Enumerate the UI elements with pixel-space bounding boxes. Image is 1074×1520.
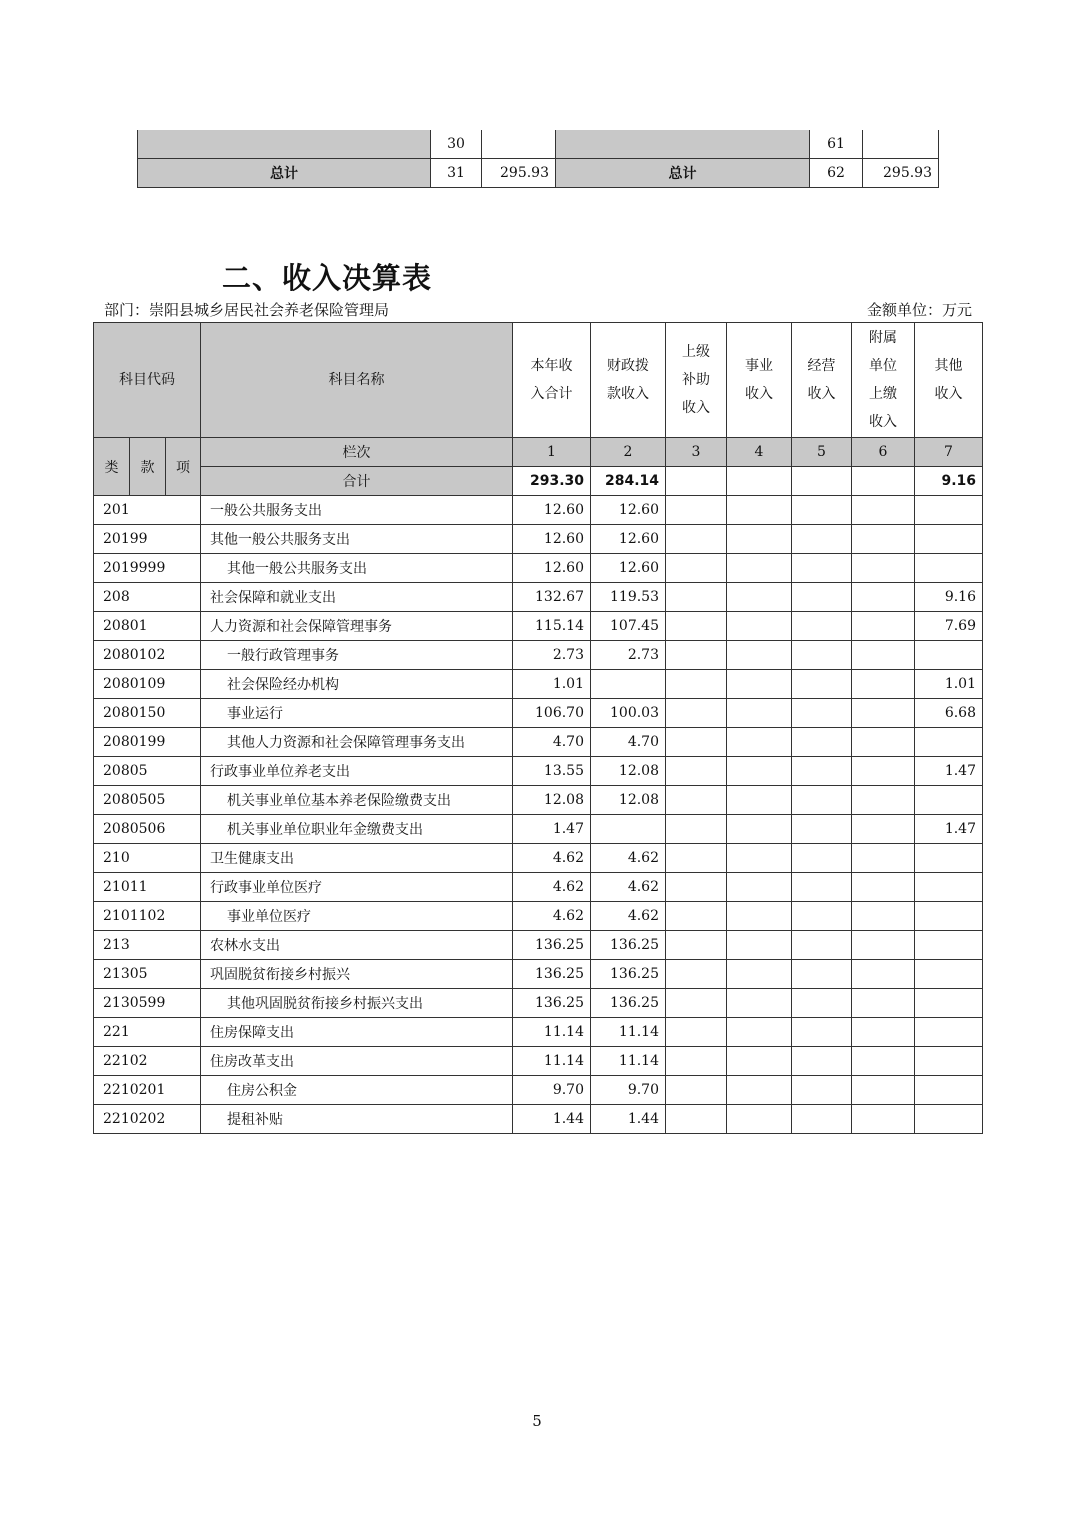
- amount-col5: [792, 612, 852, 641]
- amount-col3: [666, 844, 727, 873]
- table-row: [138, 130, 939, 159]
- amount-col6: [852, 1076, 915, 1105]
- amount-col2: [591, 670, 666, 699]
- total-col1: 293.30: [513, 467, 591, 496]
- amount-col4: [727, 496, 792, 525]
- subject-code: 2080102: [94, 641, 201, 670]
- table-row: [94, 525, 983, 554]
- amount-col4: [727, 612, 792, 641]
- amount-col2: 1.44: [591, 1105, 666, 1134]
- column-number-row: [94, 438, 983, 467]
- subject-name: 社会保障和就业支出: [201, 583, 513, 612]
- amount-col6: [852, 670, 915, 699]
- amount-col5: [792, 1018, 852, 1047]
- amount-col1: 1.47: [513, 815, 591, 844]
- column-number: 6: [852, 438, 915, 467]
- amount-col1: 106.70: [513, 699, 591, 728]
- amount-col7: [915, 1076, 983, 1105]
- amount-col5: [792, 728, 852, 757]
- amount-col6: [852, 728, 915, 757]
- amount-col7: [915, 1047, 983, 1076]
- row-number-cell: 61: [810, 130, 863, 159]
- header-kuan: 款: [130, 438, 166, 496]
- amount-col4: [727, 670, 792, 699]
- table-row: [94, 496, 983, 525]
- amount-col6: [852, 641, 915, 670]
- amount-col2: 4.62: [591, 902, 666, 931]
- amount-col5: [792, 496, 852, 525]
- subject-code: 2101102: [94, 902, 201, 931]
- subject-code: 208: [94, 583, 201, 612]
- subject-name: 社会保险经办机构: [201, 670, 513, 699]
- amount-col1: 4.62: [513, 902, 591, 931]
- table-row: [94, 554, 983, 583]
- subject-code: 210: [94, 844, 201, 873]
- amount-col4: [727, 902, 792, 931]
- amount-col7: [915, 641, 983, 670]
- amount-col1: 13.55: [513, 757, 591, 786]
- amount-col3: [666, 670, 727, 699]
- amount-col6: [852, 554, 915, 583]
- amount-cell: [482, 130, 556, 159]
- amount-col2: 4.70: [591, 728, 666, 757]
- previous-table-tail: [137, 130, 939, 188]
- amount-col6: [852, 1047, 915, 1076]
- amount-col5: [792, 902, 852, 931]
- amount-col2: 136.25: [591, 989, 666, 1018]
- amount-col3: [666, 786, 727, 815]
- subject-code: 2210201: [94, 1076, 201, 1105]
- table-row: [94, 1076, 983, 1105]
- amount-col2: 4.62: [591, 873, 666, 902]
- total-row: [94, 467, 983, 496]
- subject-name: 其他人力资源和社会保障管理事务支出: [201, 728, 513, 757]
- amount-col3: [666, 989, 727, 1018]
- total-label: 合计: [201, 467, 513, 496]
- subject-name: 住房改革支出: [201, 1047, 513, 1076]
- column-number: 7: [915, 438, 983, 467]
- amount-col6: [852, 931, 915, 960]
- amount-col3: [666, 612, 727, 641]
- amount-col7: [915, 1018, 983, 1047]
- table-row: [94, 641, 983, 670]
- header-row: [94, 323, 983, 438]
- amount-cell: 295.93: [482, 159, 556, 188]
- subject-name: 行政事业单位医疗: [201, 873, 513, 902]
- amount-col5: [792, 670, 852, 699]
- subject-code: 2080150: [94, 699, 201, 728]
- amount-col4: [727, 583, 792, 612]
- total-label: 总计: [138, 159, 431, 188]
- amount-col4: [727, 641, 792, 670]
- table-row: [94, 1018, 983, 1047]
- subject-name: 其他一般公共服务支出: [201, 525, 513, 554]
- subject-code: 2080109: [94, 670, 201, 699]
- amount-col4: [727, 815, 792, 844]
- amount-col6: [852, 989, 915, 1018]
- amount-col1: 2.73: [513, 641, 591, 670]
- amount-col1: 1.01: [513, 670, 591, 699]
- amount-col2: 12.08: [591, 757, 666, 786]
- subject-code: 20801: [94, 612, 201, 641]
- header-col6: 附属单位上缴收入: [852, 323, 915, 438]
- table-row: [94, 989, 983, 1018]
- amount-col3: [666, 641, 727, 670]
- header-col3: 上级补助收入: [666, 323, 727, 438]
- amount-col7: [915, 873, 983, 902]
- header-col1: 本年收入合计: [513, 323, 591, 438]
- amount-col3: [666, 699, 727, 728]
- amount-col5: [792, 583, 852, 612]
- header-col7: 其他收入: [915, 323, 983, 438]
- amount-col3: [666, 1076, 727, 1105]
- amount-col4: [727, 1018, 792, 1047]
- subject-name: 卫生健康支出: [201, 844, 513, 873]
- amount-col7: [915, 960, 983, 989]
- subject-name: 一般公共服务支出: [201, 496, 513, 525]
- amount-col4: [727, 960, 792, 989]
- amount-col2: 107.45: [591, 612, 666, 641]
- amount-col5: [792, 641, 852, 670]
- amount-col5: [792, 815, 852, 844]
- column-number: 4: [727, 438, 792, 467]
- amount-col4: [727, 873, 792, 902]
- column-number: 3: [666, 438, 727, 467]
- subject-name: 农林水支出: [201, 931, 513, 960]
- subject-code: 2019999: [94, 554, 201, 583]
- total-col5: [792, 467, 852, 496]
- amount-col1: 9.70: [513, 1076, 591, 1105]
- amount-col3: [666, 931, 727, 960]
- amount-col1: 12.60: [513, 496, 591, 525]
- amount-col7: [915, 728, 983, 757]
- header-lanci: 栏次: [201, 438, 513, 467]
- amount-col1: 11.14: [513, 1047, 591, 1076]
- subject-code: 20805: [94, 757, 201, 786]
- amount-col1: 136.25: [513, 960, 591, 989]
- amount-col2: 12.60: [591, 525, 666, 554]
- subject-code: 21305: [94, 960, 201, 989]
- amount-col3: [666, 1047, 727, 1076]
- amount-col4: [727, 525, 792, 554]
- amount-col5: [792, 844, 852, 873]
- amount-col7: [915, 1105, 983, 1134]
- amount-col1: 12.08: [513, 786, 591, 815]
- table-row: [138, 159, 939, 188]
- amount-col4: [727, 1076, 792, 1105]
- page-title: 二、收入决算表: [222, 261, 433, 295]
- amount-col5: [792, 1047, 852, 1076]
- total-label: 总计: [556, 159, 810, 188]
- page-number: 5: [532, 1412, 542, 1430]
- amount-col1: 12.60: [513, 525, 591, 554]
- header-xiang: 项: [166, 438, 201, 496]
- amount-col5: [792, 699, 852, 728]
- row-label-cell: [556, 130, 810, 159]
- subject-code: 221: [94, 1018, 201, 1047]
- subject-code: 213: [94, 931, 201, 960]
- amount-col7: 1.47: [915, 815, 983, 844]
- amount-col7: [915, 496, 983, 525]
- amount-col6: [852, 960, 915, 989]
- row-number-cell: 31: [431, 159, 482, 188]
- amount-col6: [852, 757, 915, 786]
- amount-col5: [792, 931, 852, 960]
- amount-col7: 1.01: [915, 670, 983, 699]
- amount-cell: 295.93: [863, 159, 939, 188]
- amount-col1: 115.14: [513, 612, 591, 641]
- amount-col4: [727, 931, 792, 960]
- amount-col4: [727, 699, 792, 728]
- income-table: [93, 322, 983, 1134]
- amount-col5: [792, 554, 852, 583]
- amount-col1: 1.44: [513, 1105, 591, 1134]
- amount-col1: 4.62: [513, 873, 591, 902]
- header-name: 科目名称: [201, 323, 513, 438]
- total-col2: 284.14: [591, 467, 666, 496]
- unit-label: 金额单位：万元: [866, 301, 972, 319]
- table-row: [94, 902, 983, 931]
- column-number: 2: [591, 438, 666, 467]
- amount-col1: 132.67: [513, 583, 591, 612]
- amount-col3: [666, 554, 727, 583]
- amount-col6: [852, 1018, 915, 1047]
- amount-col6: [852, 815, 915, 844]
- subject-code: 2080199: [94, 728, 201, 757]
- amount-col2: 4.62: [591, 844, 666, 873]
- amount-col1: 4.62: [513, 844, 591, 873]
- subject-code: 21011: [94, 873, 201, 902]
- amount-col3: [666, 902, 727, 931]
- subject-name: 行政事业单位养老支出: [201, 757, 513, 786]
- table-row: [94, 786, 983, 815]
- subject-name: 人力资源和社会保障管理事务: [201, 612, 513, 641]
- amount-col4: [727, 844, 792, 873]
- amount-col5: [792, 525, 852, 554]
- amount-col4: [727, 989, 792, 1018]
- amount-col2: 100.03: [591, 699, 666, 728]
- amount-col2: 12.60: [591, 496, 666, 525]
- amount-col1: 136.25: [513, 989, 591, 1018]
- amount-col4: [727, 1047, 792, 1076]
- amount-col1: 4.70: [513, 728, 591, 757]
- subject-code: 2210202: [94, 1105, 201, 1134]
- amount-col7: [915, 931, 983, 960]
- table-row: [94, 815, 983, 844]
- amount-col6: [852, 844, 915, 873]
- amount-col7: 7.69: [915, 612, 983, 641]
- amount-cell: [863, 130, 939, 159]
- amount-col6: [852, 902, 915, 931]
- table-row: [94, 1047, 983, 1076]
- amount-col3: [666, 873, 727, 902]
- amount-col7: [915, 554, 983, 583]
- amount-col2: 12.08: [591, 786, 666, 815]
- amount-col6: [852, 496, 915, 525]
- subject-code: 201: [94, 496, 201, 525]
- subject-code: 2080505: [94, 786, 201, 815]
- amount-col3: [666, 960, 727, 989]
- total-col6: [852, 467, 915, 496]
- table-row: [94, 728, 983, 757]
- amount-col2: 11.14: [591, 1018, 666, 1047]
- amount-col5: [792, 1076, 852, 1105]
- table-row: [94, 612, 983, 641]
- amount-col5: [792, 873, 852, 902]
- amount-col6: [852, 873, 915, 902]
- table-row: [94, 873, 983, 902]
- amount-col5: [792, 786, 852, 815]
- header-col4: 事业收入: [727, 323, 792, 438]
- amount-col3: [666, 525, 727, 554]
- amount-col1: 11.14: [513, 1018, 591, 1047]
- table-row: [94, 699, 983, 728]
- amount-col4: [727, 757, 792, 786]
- table-row: [94, 757, 983, 786]
- amount-col3: [666, 815, 727, 844]
- amount-col2: 136.25: [591, 931, 666, 960]
- amount-col2: 11.14: [591, 1047, 666, 1076]
- subject-code: 22102: [94, 1047, 201, 1076]
- subject-name: 其他一般公共服务支出: [201, 554, 513, 583]
- row-label-cell: [138, 130, 431, 159]
- subject-name: 其他巩固脱贫衔接乡村振兴支出: [201, 989, 513, 1018]
- amount-col6: [852, 1105, 915, 1134]
- column-number: 5: [792, 438, 852, 467]
- amount-col7: [915, 525, 983, 554]
- amount-col7: [915, 989, 983, 1018]
- table-row: [94, 1105, 983, 1134]
- amount-col7: 6.68: [915, 699, 983, 728]
- amount-col4: [727, 554, 792, 583]
- header-col5: 经营收入: [792, 323, 852, 438]
- amount-col3: [666, 1105, 727, 1134]
- amount-col4: [727, 1105, 792, 1134]
- amount-col4: [727, 728, 792, 757]
- amount-col5: [792, 757, 852, 786]
- amount-col3: [666, 1018, 727, 1047]
- column-number: 1: [513, 438, 591, 467]
- department-label: 部门：崇阳县城乡居民社会养老保险管理局: [104, 301, 390, 319]
- amount-col1: 136.25: [513, 931, 591, 960]
- amount-col5: [792, 960, 852, 989]
- amount-col3: [666, 728, 727, 757]
- amount-col6: [852, 699, 915, 728]
- amount-col5: [792, 1105, 852, 1134]
- subject-name: 巩固脱贫衔接乡村振兴: [201, 960, 513, 989]
- amount-col2: 9.70: [591, 1076, 666, 1105]
- amount-col2: [591, 815, 666, 844]
- table-row: [94, 844, 983, 873]
- subject-code: 20199: [94, 525, 201, 554]
- amount-col3: [666, 583, 727, 612]
- subject-name: 一般行政管理事务: [201, 641, 513, 670]
- row-number-cell: 62: [810, 159, 863, 188]
- total-col7: 9.16: [915, 467, 983, 496]
- subject-name: 住房公积金: [201, 1076, 513, 1105]
- table-row: [94, 931, 983, 960]
- table-row: [94, 670, 983, 699]
- amount-col6: [852, 786, 915, 815]
- amount-col6: [852, 612, 915, 641]
- subject-code: 2080506: [94, 815, 201, 844]
- amount-col4: [727, 786, 792, 815]
- amount-col5: [792, 989, 852, 1018]
- amount-col7: [915, 844, 983, 873]
- amount-col2: 2.73: [591, 641, 666, 670]
- subject-name: 机关事业单位职业年金缴费支出: [201, 815, 513, 844]
- subject-name: 机关事业单位基本养老保险缴费支出: [201, 786, 513, 815]
- amount-col2: 136.25: [591, 960, 666, 989]
- amount-col6: [852, 525, 915, 554]
- table-row: [94, 960, 983, 989]
- amount-col6: [852, 583, 915, 612]
- subject-name: 住房保障支出: [201, 1018, 513, 1047]
- subject-code: 2130599: [94, 989, 201, 1018]
- table-row: [94, 583, 983, 612]
- amount-col3: [666, 757, 727, 786]
- amount-col7: 1.47: [915, 757, 983, 786]
- header-code: 科目代码: [94, 323, 201, 438]
- header-lei: 类: [94, 438, 130, 496]
- amount-col7: [915, 902, 983, 931]
- amount-col7: 9.16: [915, 583, 983, 612]
- header-col2: 财政拨款收入: [591, 323, 666, 438]
- subject-name: 提租补贴: [201, 1105, 513, 1134]
- amount-col7: [915, 786, 983, 815]
- subject-name: 事业运行: [201, 699, 513, 728]
- amount-col3: [666, 496, 727, 525]
- row-number-cell: 30: [431, 130, 482, 159]
- amount-col2: 12.60: [591, 554, 666, 583]
- total-col3: [666, 467, 727, 496]
- amount-col2: 119.53: [591, 583, 666, 612]
- amount-col1: 12.60: [513, 554, 591, 583]
- total-col4: [727, 467, 792, 496]
- subject-name: 事业单位医疗: [201, 902, 513, 931]
